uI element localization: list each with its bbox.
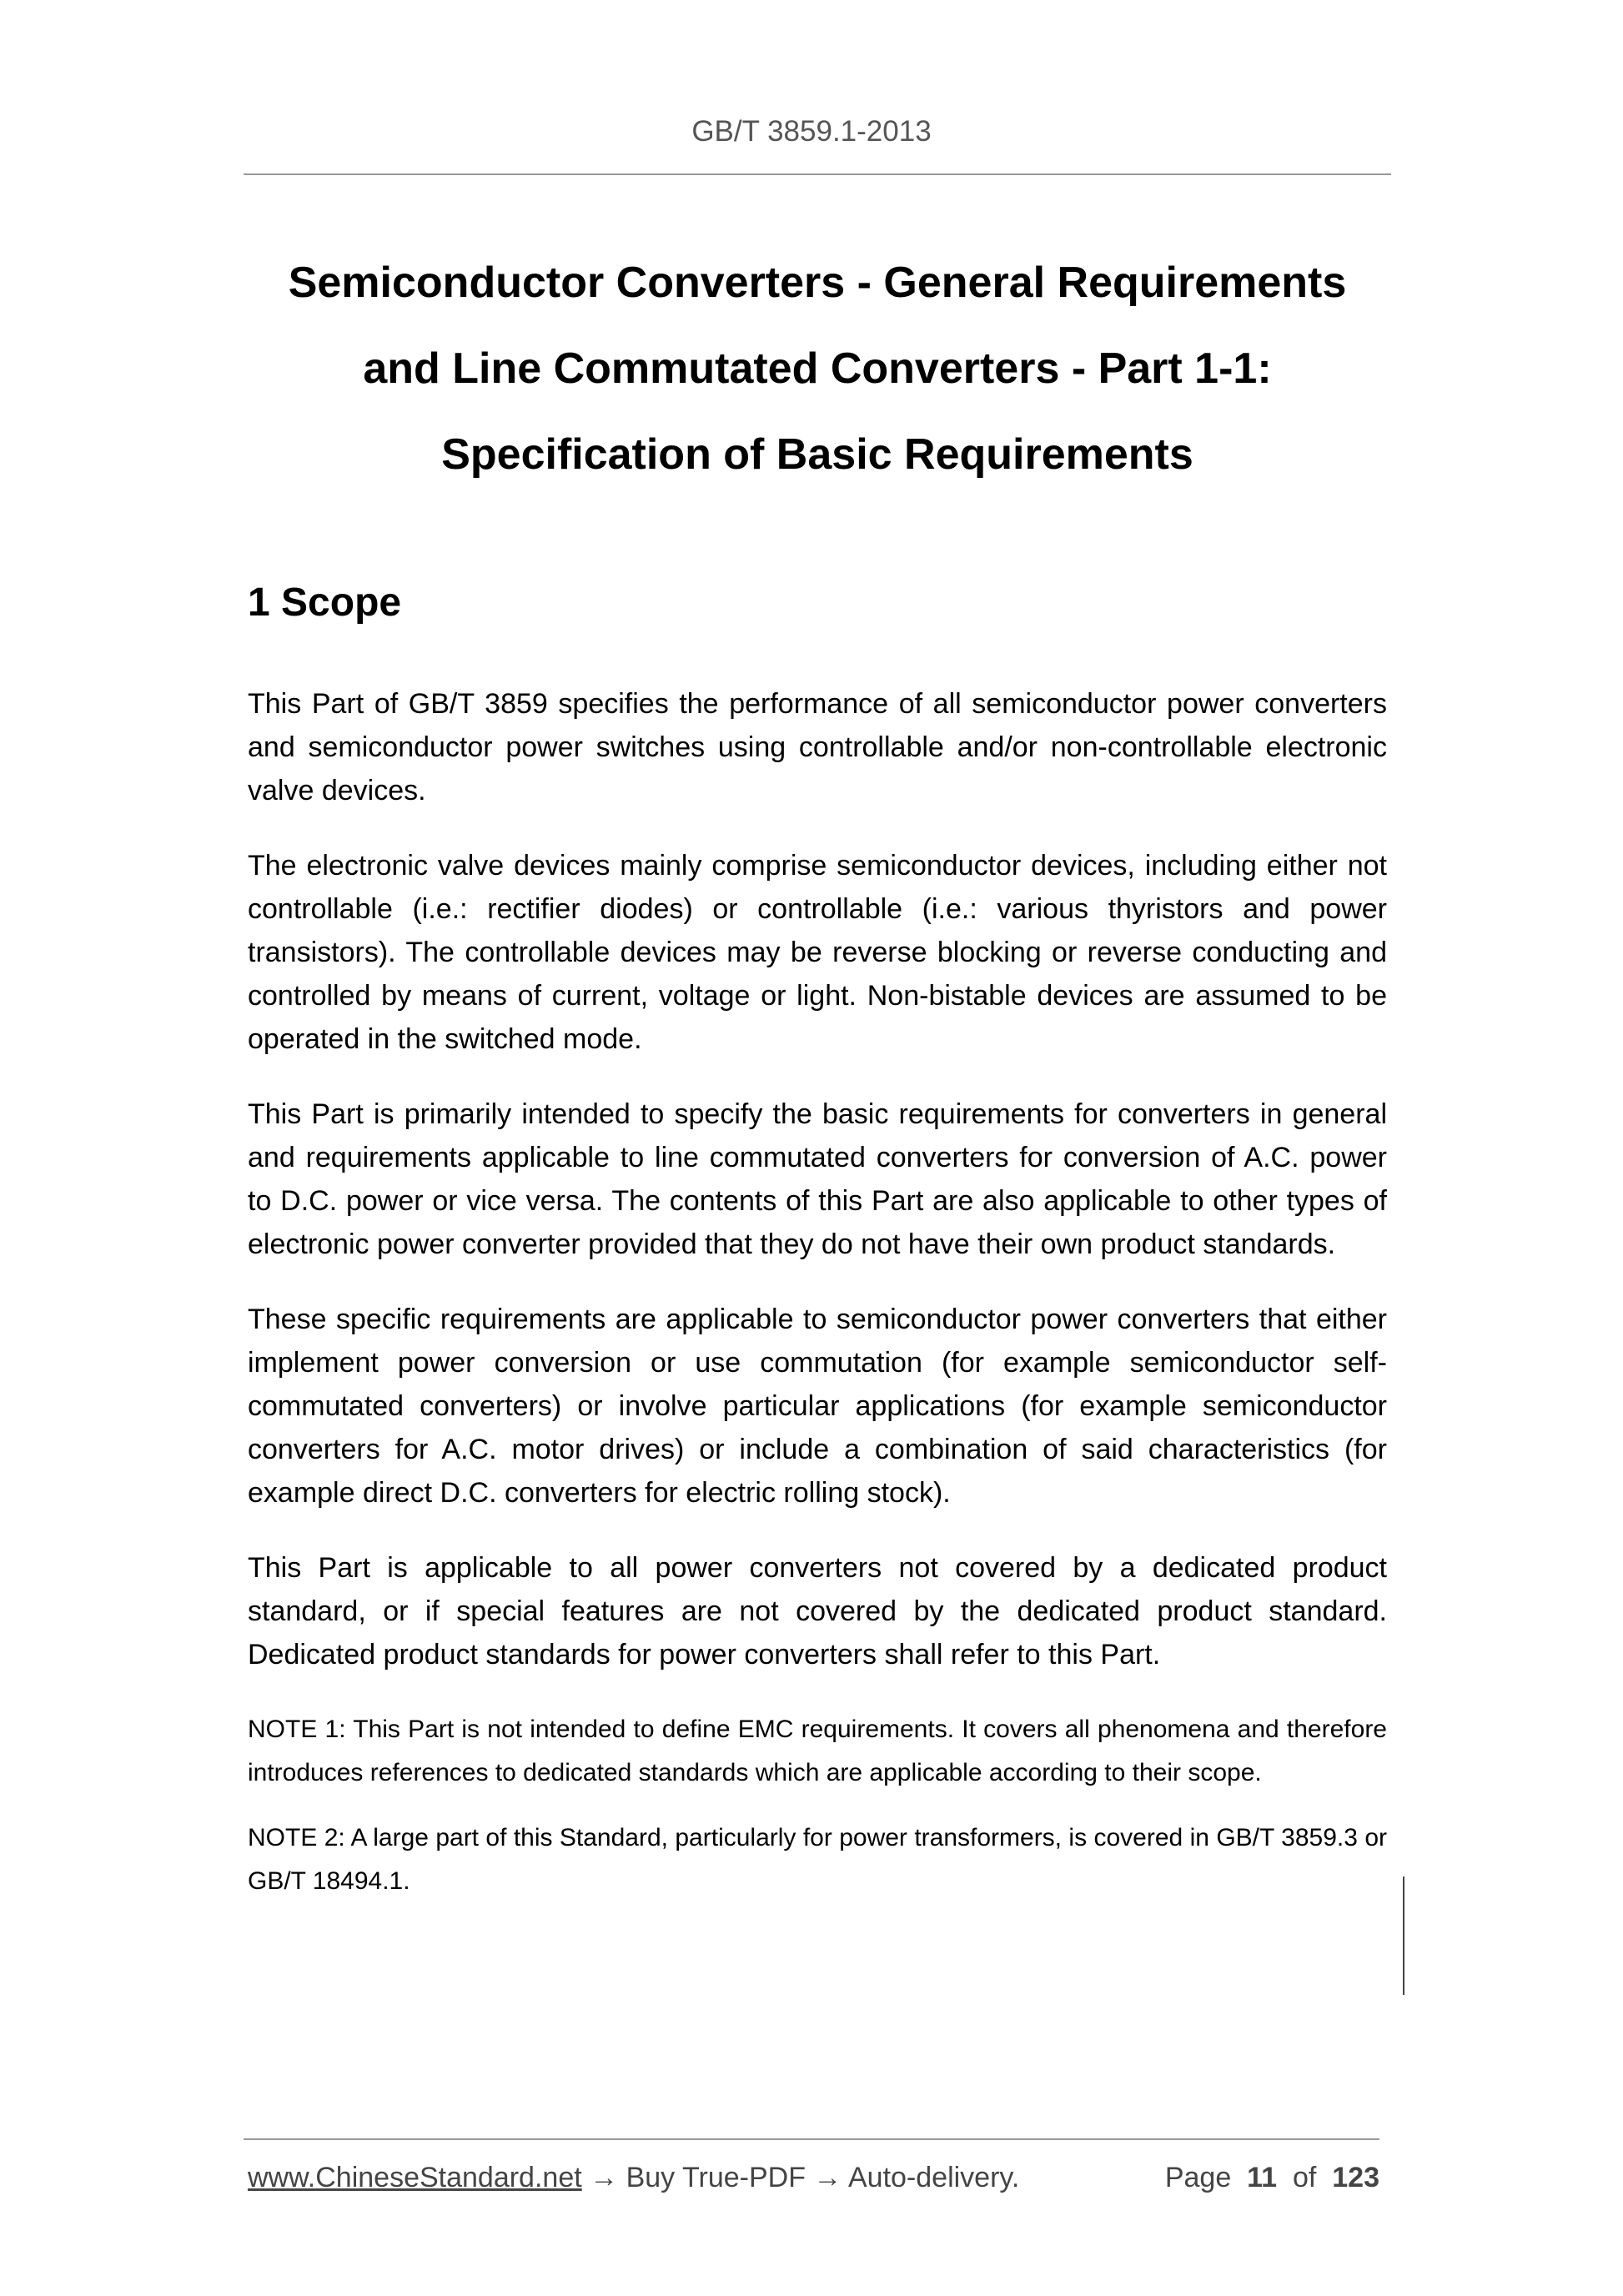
page-number — [1165, 2162, 1379, 2194]
footer-text: → Buy True-PDF → Auto-delivery. — [581, 2162, 1020, 2193]
title-line: and Line Commutated Converters - Part 1-1: — [363, 344, 1272, 393]
paragraph: The electronic valve devices mainly comprise semiconductor devices, including either not controllable (i.e.: rectifier diodes) or controllable (i.e.: various thyristors and power transistors). The controllable devices may be reverse blocking or reverse conducting and controlled by means of current, voltage or light. Non-bistable devices are assumed to be operated in the switched mode. — [248, 850, 1387, 1055]
page-label: Page — [1164, 2162, 1232, 2193]
document-id-header: GB/T 3859.1-2013 — [691, 115, 932, 148]
total-pages: 123 — [1332, 2162, 1379, 2193]
title-line: Specification of Basic Requirements — [441, 430, 1193, 479]
footer — [248, 2162, 1379, 2194]
paragraph: These specific requirements are applicable to semiconductor power converters that either implement power conversion or use commutation (for example semiconductor self-commutated converters) or involve particular applications (for example semiconductor converters for A.C. motor drives) or include a combination of said characteristics (for example direct D.C. converters for electric rolling stock). — [248, 1304, 1387, 1509]
change-bar — [1403, 1876, 1404, 1995]
header-divider — [244, 173, 1391, 175]
paragraph: This Part is applicable to all power converters not covered by a dedicated product standard, or if special features are not covered by the dedicated product standard. Dedicated product standards for power converters shall refer to this Part. — [248, 1552, 1387, 1671]
title-line: Semiconductor Converters - General Requirements — [288, 259, 1347, 307]
website-link[interactable]: www.ChineseStandard.net — [248, 2162, 582, 2193]
paragraph: This Part is primarily intended to specify the basic requirements for converters in general and requirements applicable to line commutated converters for conversion of A.C. power to D.C. power or vice versa. The contents of this Part are also applicable to other types of electronic power converter provided that they do not have their own product standards. — [248, 1098, 1387, 1260]
of-label: of — [1293, 2162, 1317, 2193]
current-page: 11 — [1247, 2162, 1278, 2193]
note: NOTE 1: This Part is not intended to define EMC requirements. It covers all phenomena and therefore introduces references to dedicated standards which are applicable according to their scope. — [248, 1716, 1387, 1786]
document-title — [244, 240, 1391, 498]
footer-divider — [244, 2138, 1379, 2140]
note: NOTE 2: A large part of this Standard, particularly for power transformers, is covered in GB/T 3859.3 or GB/T 18494.1. — [248, 1824, 1387, 1895]
section-body — [248, 682, 1387, 1925]
paragraph: This Part of GB/T 3859 specifies the performance of all semiconductor power converters and semiconductor power switches using controllable and/or non-controllable electronic valve devices. — [248, 688, 1387, 806]
section-heading: 1 Scope — [248, 580, 402, 625]
